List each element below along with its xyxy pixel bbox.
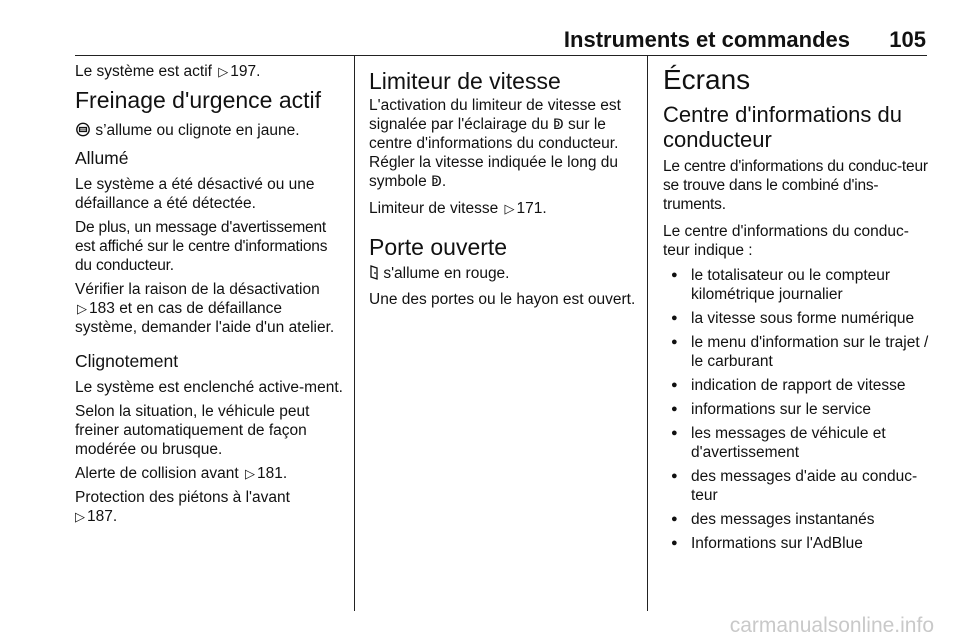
indicator-list <box>663 266 929 553</box>
list-item: ● le totalisateur ou le compteur kilométrique journalier <box>663 266 929 304</box>
speed-limiter-icon: ↁ <box>552 116 564 132</box>
column-left <box>75 62 345 531</box>
header-rule <box>75 55 927 56</box>
list-item: ● le menu d'information sur le trajet / le carburant <box>663 333 929 371</box>
limiteur-paragraph-2: Limiteur de vitesse ▷ 171. <box>369 200 547 217</box>
heading-ecrans: Écrans <box>663 64 751 95</box>
list-item: ● les messages de véhicule et d'avertissement <box>663 424 929 462</box>
reference-arrow-icon: ▷ <box>218 64 229 79</box>
clignotement-paragraph-4: Protection des piétons à l'avant ▷ 187. <box>75 489 290 525</box>
list-item: ● la vitesse sous forme numérique <box>663 309 929 328</box>
allume-paragraph-3: Vérifier la raison de la désactivation ▷ 183 et en cas de défaillance système, demander l'aide d'un atelier. <box>75 281 335 336</box>
centre-paragraph-2: Le centre d'informations du conduc-teur indique : <box>663 223 909 259</box>
page-ref[interactable]: 187. <box>87 508 118 525</box>
column-middle <box>369 68 641 314</box>
header-title: Instruments et commandes <box>563 27 850 52</box>
list-item: ● des messages d'aide au conduc-teur <box>663 467 929 505</box>
centre-paragraph-1: Le centre d'informations du conduc-teur se trouve dans le combiné d'ins-truments. <box>663 158 928 213</box>
list-item: ● indication de rapport de vitesse <box>663 376 929 395</box>
reference-arrow-icon: ▷ <box>245 466 256 481</box>
clignotement-paragraph-3: Alerte de collision avant ▷ 181. <box>75 465 288 482</box>
page-number: 105 <box>889 27 926 52</box>
watermark: carmanualsonline.info <box>729 614 934 637</box>
porte-paragraph-1: s'allume en rouge. <box>369 264 641 285</box>
page-ref[interactable]: 181. <box>257 465 288 482</box>
heading-clignotement: Clignotement <box>75 351 179 371</box>
reference-arrow-icon: ▷ <box>77 301 87 316</box>
page-ref[interactable]: 197. <box>230 63 261 80</box>
heading-porte-ouverte: Porte ouverte <box>369 234 508 260</box>
speed-limiter-icon: ↁ <box>431 173 442 189</box>
door-open-icon <box>369 265 379 285</box>
allume-paragraph-1: Le système a été désactivé ou une défaillance a été détectée. <box>75 176 315 212</box>
page-ref[interactable]: 171. <box>516 200 547 217</box>
column-divider-2 <box>647 56 648 611</box>
emergency-brake-warning-icon <box>75 122 91 142</box>
clignotement-paragraph-2: Selon la situation, le véhicule peut freiner automatiquement de façon modérée ou brusque. <box>75 403 310 458</box>
list-item: ● Informations sur l'AdBlue <box>663 534 929 553</box>
list-item: ● informations sur le service <box>663 400 929 419</box>
heading-allume: Allumé <box>75 148 129 168</box>
intro-paragraph: Le système est actif ▷ 197. <box>75 63 261 80</box>
heading-freinage-urgence: Freinage d'urgence actif <box>75 87 322 113</box>
freinage-paragraph: s’allume ou clignote en jaune. <box>75 121 345 142</box>
column-divider-1 <box>354 56 355 611</box>
page-ref[interactable]: 183 <box>89 300 115 317</box>
list-item: ● des messages instantanés <box>663 510 929 529</box>
reference-arrow-icon: ▷ <box>75 509 85 524</box>
reference-arrow-icon: ▷ <box>504 201 515 216</box>
heading-limiteur-vitesse: Limiteur de vitesse <box>369 68 561 94</box>
clignotement-paragraph-1: Le système est enclenché active-ment. <box>75 379 343 396</box>
porte-paragraph-2: Une des portes ou le hayon est ouvert. <box>369 291 636 308</box>
allume-paragraph-2: De plus, un message d'avertissement est affiché sur le centre d'informations du conducteur. <box>75 219 328 274</box>
limiteur-paragraph-1: L'activation du limiteur de vitesse est signalée par l'éclairage du ↁ sur le centre d'informations du conducteur. Régler la vitesse indiquée le long du symbole ↁ. <box>369 97 621 190</box>
column-right <box>663 64 929 558</box>
heading-centre-informations: Centre d'informations du conducteur <box>663 102 902 152</box>
